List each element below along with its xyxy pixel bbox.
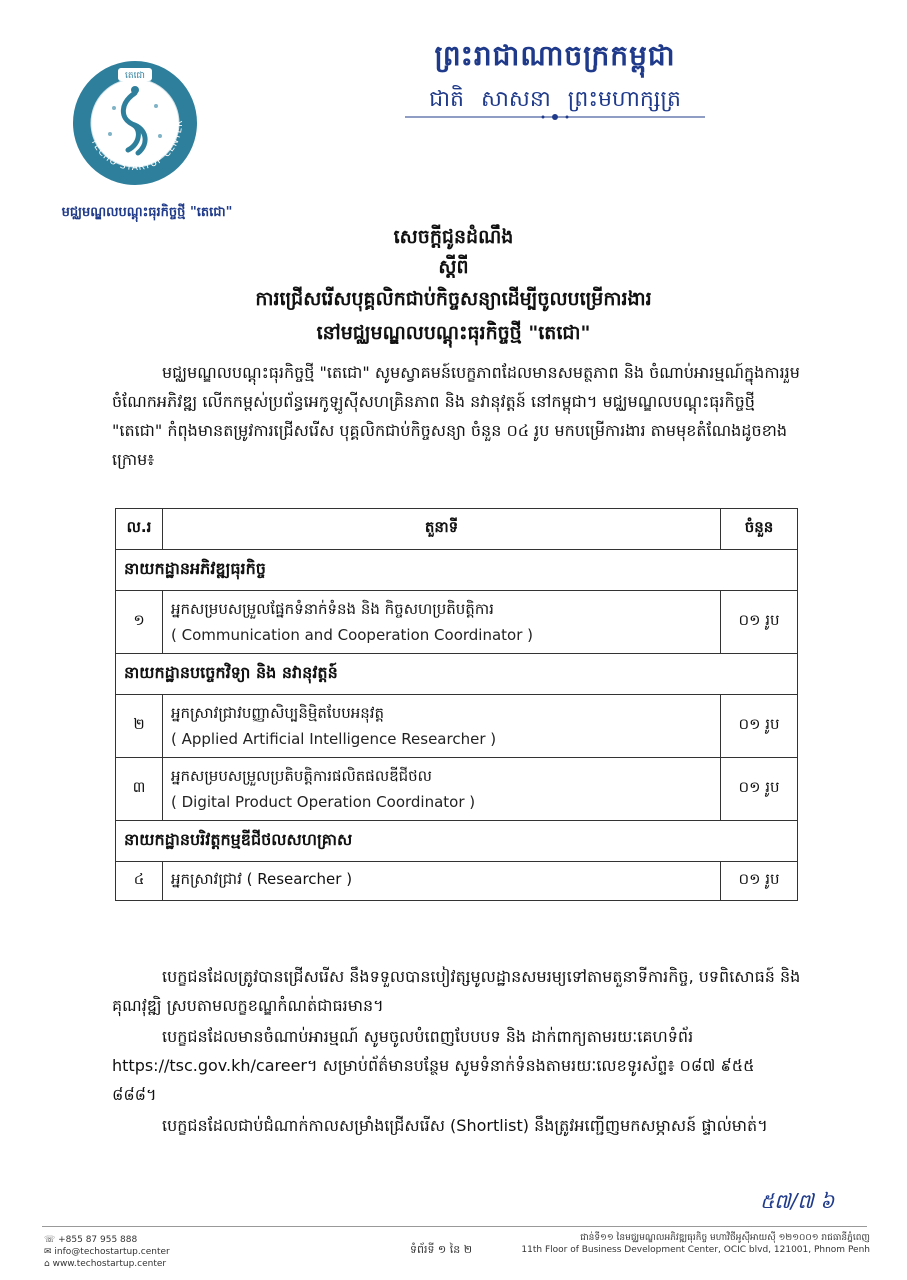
title-line-2: ស្តីពី bbox=[438, 256, 469, 278]
role-title-kh: អ្នកសម្របសម្រួលប្រតិបត្តិការផលិតផលឌីជីថល bbox=[171, 767, 432, 785]
footer-address bbox=[520, 1232, 870, 1256]
title-line-4: នៅមជ្ឈមណ្ឌលបណ្ដុះធុរកិច្ចថ្មី "តេជោ" bbox=[316, 322, 591, 344]
techo-startup-center-logo bbox=[70, 58, 200, 188]
logo-ring-text: TECHO STARTUP CENTER bbox=[88, 119, 186, 174]
notice-title bbox=[60, 222, 847, 350]
footer-divider bbox=[42, 1226, 867, 1227]
role-title-en: ( Applied Artificial Intelligence Researcher ) bbox=[171, 730, 497, 748]
kingdom-header bbox=[325, 38, 785, 117]
department-row bbox=[116, 654, 798, 695]
department-name: នាយកដ្ឋានបច្ចេកវិទ្យា និង នវានុវត្តន៍ bbox=[116, 654, 798, 695]
header-no: ល.រ bbox=[116, 509, 163, 550]
role-title-kh: អ្នកស្រាវជ្រាវបញ្ញាសិប្បនិម្មិតបែបអនុវត្ត bbox=[171, 704, 385, 722]
role-title-en: ( Digital Product Operation Coordinator ) bbox=[171, 793, 476, 811]
row-quantity: ០១ រូប bbox=[721, 591, 798, 654]
role-title-en: ( Communication and Cooperation Coordinator ) bbox=[171, 626, 534, 644]
title-line-1: សេចក្តីជូនដំណឹង bbox=[393, 226, 514, 248]
body-paragraphs bbox=[112, 962, 802, 1140]
email-icon: ✉ bbox=[44, 1247, 55, 1257]
row-quantity: ០១ រូប bbox=[721, 695, 798, 758]
shortlist-paragraph: បេក្ខជនដែលជាប់ជំណាក់កាលសម្រាំងជ្រើសរើស (Shortlist) នឹងត្រូវអញ្ជើញមកសម្ភាសន៍ ផ្ទាល់មាត់។ bbox=[162, 1116, 768, 1135]
row-no: ២ bbox=[116, 695, 163, 758]
application-paragraph: បេក្ខជនដែលមានចំណាប់អារម្មណ៍ សូមចូលបំពេញបែបបទ និង ដាក់ពាក្យតាមរយៈគេហទំព័រ https://tsc.gov.kh/career។ សម្រាប់ព័ត៌មានបន្ថែម សូមទំនាក់ទំនងតាមរយៈលេខទូរស័ព្ទ៖ ០៨៧ ៩៥៥ ៨៨៨។ bbox=[112, 1027, 755, 1104]
page-number: ទំព័រទី ១ នៃ ២ bbox=[410, 1243, 473, 1256]
title-line-3: ការជ្រើសរើសបុគ្គលិកជាប់កិច្ចសន្យាដើម្បីចូលបម្រើការងារ bbox=[255, 288, 652, 310]
table-row bbox=[116, 862, 798, 901]
positions-table bbox=[115, 508, 798, 901]
row-no: ៤ bbox=[116, 862, 163, 901]
web-icon: ⌂ bbox=[44, 1259, 53, 1269]
department-name: នាយកដ្ឋានអភិវឌ្ឍធុរកិច្ច bbox=[116, 550, 798, 591]
department-row bbox=[116, 821, 798, 862]
footer-contact bbox=[44, 1234, 170, 1270]
header-position: តួនាទី bbox=[163, 509, 721, 550]
table-row bbox=[116, 591, 798, 654]
address-kh: ជាន់ទី១១ នៃមជ្ឈមណ្ឌលអភិវឌ្ឍធុរកិច្ច មហាវិថីអូស៊ីអាយស៊ី ១២១០០១ រាជធានីភ្នំពេញ bbox=[580, 1233, 870, 1243]
salary-paragraph: បេក្ខជនដែលត្រូវបានជ្រើសរើស នឹងទទួលបានបៀវត្សមូលដ្ឋានសមរម្យទៅតាមតួនាទីការកិច្ច, បទពិសោធន៍ និង គុណវុឌ្ឍិ ស្របតាមលក្ខខណ្ឌកំណត់ជាធរមាន។ bbox=[112, 967, 801, 1015]
national-motto: ជាតិ សាសនា ព្រះមហាក្សត្រ bbox=[429, 87, 681, 112]
row-quantity: ០១ រូប bbox=[721, 862, 798, 901]
intro-paragraph: មជ្ឈមណ្ឌលបណ្ដុះធុរកិច្ចថ្មី "តេជោ" សូមស្វាគមន៍បេក្ខភាពដែលមានសមត្ថភាព និង ចំណាប់អារម្មណ៍ក្នុងការរួមចំណែកអភិវឌ្ឍ លើកកម្ពស់ប្រព័ន្ធអេកូឡូស៊ីសហគ្រិនភាព និង នវានុវត្តន៍ នៅកម្ពុជា។ មជ្ឈមណ្ឌលបណ្ដុះធុរកិច្ចថ្មី "តេជោ" កំពុងមានតម្រូវការជ្រើសរើស បុគ្គលិកជាប់កិច្ចសន្យា ចំនួន ០៤ រូប មកបម្រើការងារ តាមមុខតំណែងដូចខាងក្រោម៖ bbox=[112, 363, 800, 469]
role-title-kh: អ្នកស្រាវជ្រាវ bbox=[171, 870, 242, 888]
footer-phone: +855 87 955 888 bbox=[58, 1235, 138, 1245]
header-quantity: ចំនួន bbox=[721, 509, 798, 550]
role-title-en: ( Researcher ) bbox=[246, 870, 353, 888]
table-row bbox=[116, 695, 798, 758]
logo-badge-text: តេជោ bbox=[125, 71, 145, 81]
ornament-divider bbox=[405, 113, 705, 121]
handwritten-signature: ៥៧/៧ ៦ bbox=[760, 1189, 835, 1213]
role-title-kh: អ្នកសម្របសម្រួលផ្នែកទំនាក់ទំនង និង កិច្ចសហប្រតិបត្តិការ bbox=[171, 600, 494, 618]
department-name: នាយកដ្ឋានបរិវត្តកម្មឌីជីថលសហគ្រាស bbox=[116, 821, 798, 862]
footer-website[interactable]: www.techostartup.center bbox=[52, 1259, 167, 1269]
table-header-row bbox=[116, 509, 798, 550]
row-quantity: ០១ រូប bbox=[721, 758, 798, 821]
row-no: ៣ bbox=[116, 758, 163, 821]
org-name-under-logo: មជ្ឈមណ្ឌលបណ្ដុះធុរកិច្ចថ្មី "តេជោ" bbox=[61, 205, 233, 220]
table-row bbox=[116, 758, 798, 821]
address-en: 11th Floor of Business Development Center, OCIC blvd, 121001, Phnom Penh bbox=[521, 1245, 870, 1255]
row-no: ១ bbox=[116, 591, 163, 654]
footer-email[interactable]: info@techostartup.center bbox=[54, 1247, 170, 1257]
department-row bbox=[116, 550, 798, 591]
phone-icon: ☏ bbox=[44, 1235, 59, 1245]
kingdom-name: ព្រះរាជាណាចក្រកម្ពុជា bbox=[434, 39, 676, 72]
